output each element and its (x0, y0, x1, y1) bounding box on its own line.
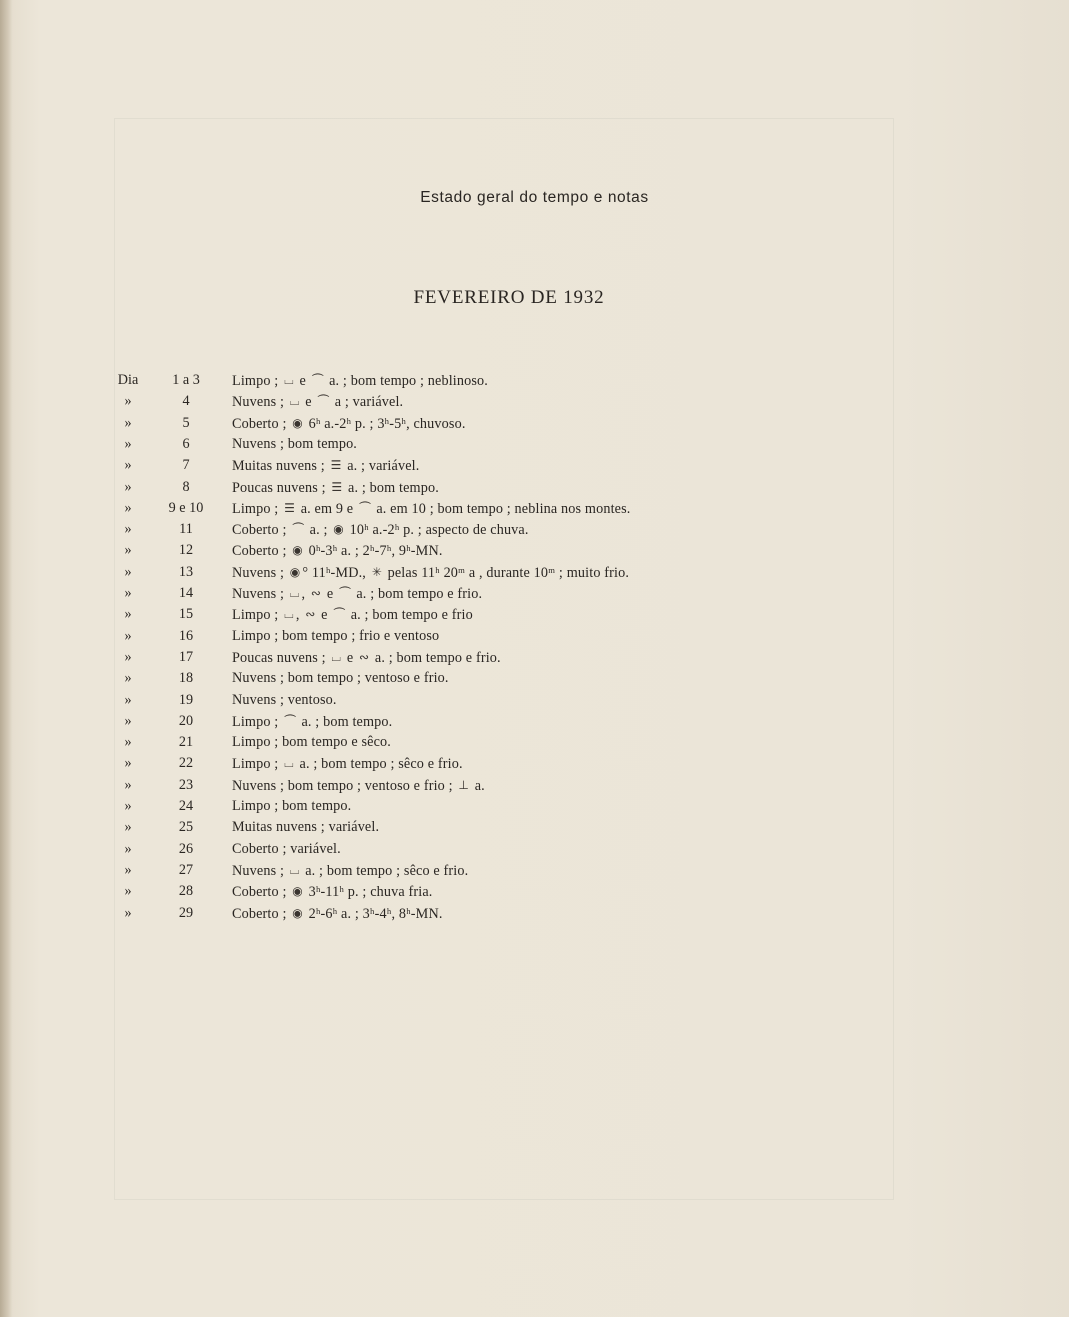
day-label: » (124, 670, 132, 687)
list-item (0, 690, 1069, 711)
weather-note: Nuvens ; ⌴ a. ; bom tempo ; sêco e frio. (232, 860, 1032, 882)
weather-note: Muitas nuvens ; variável. (232, 819, 380, 836)
mist-icon: ☰ (330, 458, 342, 473)
day-number: 20 (178, 712, 194, 729)
list-item (0, 817, 1069, 838)
hoar-frost-icon: ⏜ (338, 586, 351, 600)
day-number: 22 (178, 755, 194, 772)
snow-icon: ✳ (371, 564, 382, 579)
mist-icon: ☰ (331, 479, 343, 494)
list-item (0, 477, 1069, 498)
weather-note: Nuvens ; ventoso. (232, 691, 337, 708)
day-number: 7 (182, 457, 190, 474)
day-number: 8 (182, 478, 190, 495)
day-label: » (124, 776, 132, 793)
list-item (0, 732, 1069, 753)
day-number: 11 (179, 521, 193, 538)
weather-note: Limpo ; ⏜ a. ; bom tempo. (232, 711, 1032, 733)
list-item (0, 540, 1069, 561)
weather-note: Nuvens ; ⌴ e ⏜ a ; variável. (232, 391, 1032, 413)
weather-note: Limpo ; ☰ a. em 9 e ⏜ a. em 10 ; bom tempo ; neblina nos montes. (232, 498, 1032, 520)
weather-note: Limpo ; ⌴ e ⏜ a. ; bom tempo ; neblinoso. (232, 370, 1032, 392)
list-item (0, 796, 1069, 817)
dew-icon: ⌴ (331, 649, 342, 664)
day-number: 17 (178, 648, 194, 665)
weather-note: Nuvens ; ◉ ° 11ʰ-MD., ✳ pelas 11ʰ 20ᵐ a , durante 10ᵐ ; muito frio. (232, 562, 1032, 584)
hoar-frost-icon: ⏜ (292, 522, 304, 537)
weather-note: Limpo ; ⌴ , ∾ e ⏜ a. ; bom tempo e frio (232, 604, 1032, 626)
wind-icon: ∾ (310, 586, 322, 600)
day-label: » (124, 606, 132, 623)
list-item (0, 413, 1069, 434)
list-item (0, 668, 1069, 689)
day-number: 18 (178, 670, 194, 687)
day-number: 5 (182, 414, 190, 431)
dew-icon: ⌴ (289, 862, 300, 877)
day-label: » (124, 563, 132, 580)
list-item (0, 583, 1069, 604)
weather-note: Coberto ; variável. (232, 840, 341, 857)
list-item (0, 604, 1069, 625)
weather-note: Nuvens ; bom tempo ; ventoso e frio ; ⊥ a. (232, 775, 1032, 797)
list-item (0, 903, 1069, 924)
list-item (0, 881, 1069, 902)
list-item (0, 562, 1069, 583)
weather-note: Muitas nuvens ; ☰ a. ; variável. (232, 455, 1032, 477)
day-label: » (124, 819, 132, 836)
day-label: » (124, 435, 132, 452)
dew-icon: ⌴ (284, 607, 294, 622)
list-item (0, 391, 1069, 412)
weather-note: Coberto ; ◉ 2ʰ-6ʰ a. ; 3ʰ-4ʰ, 8ʰ-MN. (232, 903, 1032, 925)
rain-icon: ◉ (333, 522, 344, 537)
day-label: » (124, 478, 132, 495)
page-title: FEVEREIRO DE 1932 (413, 287, 605, 308)
list-item (0, 753, 1069, 774)
day-number: 19 (178, 691, 194, 708)
day-label: » (124, 414, 132, 431)
weather-note: Poucas nuvens ; ☰ a. ; bom tempo. (232, 477, 1032, 499)
weather-note: Nuvens ; bom tempo ; ventoso e frio. (232, 670, 449, 687)
day-number: 9 e 10 (168, 499, 204, 516)
hoar-frost-icon: ⏜ (284, 713, 296, 728)
day-label: » (124, 542, 132, 559)
day-number: 15 (178, 606, 194, 623)
wind-icon: ∾ (358, 649, 370, 664)
day-number: 25 (178, 819, 194, 836)
day-label: » (124, 904, 132, 921)
day-label: » (124, 393, 132, 410)
weather-note: Limpo ; bom tempo. (232, 798, 352, 814)
list-item (0, 434, 1069, 455)
day-number: 16 (178, 627, 194, 644)
day-label: » (124, 840, 132, 857)
day-label: » (124, 585, 132, 601)
list-item (0, 498, 1069, 519)
weather-note: Nuvens ; bom tempo. (232, 435, 358, 452)
day-number: 14 (178, 585, 194, 601)
day-label: » (124, 648, 132, 665)
day-number: 28 (178, 883, 194, 900)
hoar-frost-icon: ⏜ (333, 607, 345, 622)
dew-icon: ⌴ (289, 586, 300, 600)
day-number: 27 (178, 861, 194, 878)
day-number: 21 (178, 734, 194, 751)
day-label: » (124, 755, 132, 772)
weather-note: Coberto ; ⏜ a. ; ◉ 10ʰ a.-2ʰ p. ; aspecto de chuva. (232, 519, 1032, 541)
day-label: » (124, 691, 132, 708)
weather-note: Limpo ; ⌴ a. ; bom tempo ; sêco e frio. (232, 753, 1032, 775)
list-item (0, 839, 1069, 860)
list-item (0, 519, 1069, 540)
day-label: » (124, 457, 132, 474)
day-label: » (124, 861, 132, 878)
day-number: 12 (178, 542, 194, 559)
hoar-frost-icon: ⏜ (317, 394, 330, 409)
wind-icon: ∾ (305, 607, 316, 622)
day-number: 13 (178, 563, 194, 580)
weather-note: Limpo ; bom tempo ; frio e ventoso (232, 627, 440, 644)
list-item (0, 775, 1069, 796)
page-header: Estado geral do tempo e notas (420, 189, 649, 206)
day-label: » (124, 627, 132, 644)
weather-note: Coberto ; ◉ 6ʰ a.-2ʰ p. ; 3ʰ-5ʰ, chuvoso. (232, 413, 1032, 435)
hoar-frost-icon: ⏜ (358, 500, 371, 515)
day-label: » (124, 499, 132, 516)
day-number: 4 (182, 393, 190, 410)
day-number: 6 (182, 435, 190, 452)
list-item (0, 711, 1069, 732)
mist-icon: ☰ (284, 500, 295, 515)
weather-note: Coberto ; ◉ 3ʰ-11ʰ p. ; chuva fria. (232, 881, 1032, 903)
day-number: 29 (178, 904, 194, 921)
rain-icon: ◉ (292, 415, 303, 430)
day-label: » (124, 883, 132, 900)
weather-note: Limpo ; bom tempo e sêco. (232, 734, 391, 751)
rain-icon: ◉ (292, 543, 303, 558)
rain-icon: ◉ (292, 905, 303, 920)
rain-icon: ◉ (292, 884, 303, 899)
hoar-frost-icon: ⏜ (311, 373, 324, 387)
weather-note: Coberto ; ◉ 0ʰ-3ʰ a. ; 2ʰ-7ʰ, 9ʰ-MN. (232, 540, 1032, 562)
list-item (0, 647, 1069, 668)
weather-note: Nuvens ; ⌴ , ∾ e ⏜ a. ; bom tempo e frio. (232, 583, 1032, 605)
day-number: 23 (178, 776, 194, 793)
list-item (0, 370, 1069, 391)
day-label: » (124, 798, 132, 814)
day-label: » (124, 712, 132, 729)
list-item (0, 860, 1069, 881)
day-label: Dia (117, 372, 139, 388)
day-number: 26 (178, 840, 194, 857)
dew-icon: ⌴ (284, 756, 294, 771)
dew-icon: ⌴ (289, 394, 300, 409)
list-item (0, 626, 1069, 647)
dew-icon: ⌴ (284, 373, 294, 387)
rain-icon: ◉ (289, 564, 301, 579)
list-item (0, 455, 1069, 476)
day-number: 1 a 3 (172, 372, 200, 388)
weather-note: Poucas nuvens ; ⌴ e ∾ a. ; bom tempo e frio. (232, 647, 1032, 669)
day-label: » (124, 734, 132, 751)
day-number: 24 (178, 798, 194, 814)
day-label: » (124, 521, 132, 538)
frost-ground-icon: ⊥ (458, 777, 470, 792)
